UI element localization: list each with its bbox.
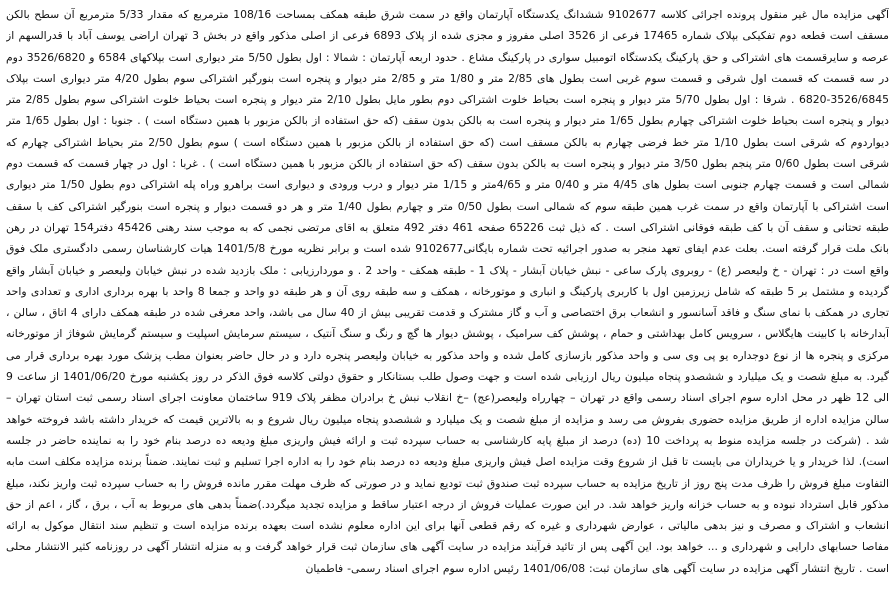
auction-notice xyxy=(6,4,889,589)
notice-body-text: آگهی مزایده مال غیر منقول پرونده اجرائی کلاسه 9102677 ششدانگ یکدستگاه آپارتمان واقع در سمت شرق طبقه همکف بمساحت 108/16 مترمربع که مقدار 5/33 مترمربع آن سطح بالکن مسقف است قطعه دوم تفکیکی بپلاک شماره 17465 فرعی از 3526 اصلی مفروز و مجزی شده از پلاک 6893 فرعی از اصلی مذکور واقع در بخش 3 تهران اراضی یوسف آباد با قدرالسهم از عرصه و سایرقسمت های اشتراکی و حق پارکینگ یکدستگاه اتومبیل سواری در پارکینگ مشاع . حدود اربعه آپارتمان : شمالا : اول بطول 5/50 متر دیواری است بپلاکهای 6584 و 3526/6820 دوم در سه قسمت که قسمت اول شرقی و قسمت سوم غربی است بطول های 2/85 متر و 1/80 متر و 2/85 متر دیوار و پنجره است بنورگیر اشتراکی سوم بطول 4/20 متر دیواری است بپلاک 3526/6845-6820 . شرقا : اول بطول 5/70 متر دیوار و پنجره است بحیاط خلوت اشتراکی دوم بطور مایل بطول 2/10 متر دیوار و پنجره است بحیاط خلوت اشتراکی سوم بطول 2/85 متر دیوار و پنجره است بحیاط خلوت اشتراکی چهارم بطول 1/65 متر دیوار و پنجره است به بالکن بدون سقف (که حق استفاده از بالکن مزبور با همین دستگاه است ) . جنوبا : اول بطول 1/65 متر دیواردوم که شرقی است بطول 1/10 متر خط فرضی چهارم به بالکن مسقف است (که حق استفاده از بالکن مزبور با همین دستگاه است ) سوم بطول 2/50 متر بحیاط اشتراکی چهارم که شرقی است بطول 0/60 متر پنجم بطول 3/50 متر دیوار و پنجره است به بالکن بدون سقف (که حق استفاده از بالکن مزبور با همین دستگاه است ) . غربا : اول در چهار قسمت که قسمت دوم شمالی است و قسمت چهارم جنوبی است بطول های 4/45 متر و 0/40 متر و 4/65متر و 1/15 متر دیوار و درب ورودی و دیواری است براهرو وراه پله اشتراکی دوم بطول 1/50 متر دیواری است اشتراکی با آپارتمان واقع در سمت غرب همین طبقه سوم که شمالی است بطول 0/50 متر و چهارم بطول 1/40 متر و هر دو قسمت دیوار و پنجره است بنورگیر اشتراکی کف با سقف طبقه تحتانی و سقف آن با کف طبقه فوقانی اشتراکی است . که ذیل ثبت 65226 صفحه 461 دفتر 492 متعلق به اقای مرتضی نجمی که به موجب سند رهنی 45426 دفتر154 تهران در رهن بانک ملت قرار گرفته است. بعلت عدم ایفای تعهد منجر به صدور اجرائیه تحت شماره بایگانی9102677 شده است و برابر نظریه مورخ 1401/5/8 هیات کارشناسان رسمی دادگستری ملک فوق واقع است در : تهران - خ ولیعصر (ع) - روبروی پارک ساعی - نبش خیابان آبشار - پلاک 1 - طبقه همکف - واحد 2 . و موردارزیابی : ملک بازدید شده در نبش خیابان ولیعصر و خیابان آبشار واقع گردیده و مشتمل بر 5 طبقه که شامل زیرزمین اول با کاربری پارکینگ و انباری و موتورخانه ، همکف و سه طبقه روی آن و هر طبقه دو واحد و جمعا 8 واحد با بهره برداری اداری و تعدادی واحد تجاری در همکف با نمای سنگ و فاقد آسانسور و انشعاب برق اختصاصی و آب و گاز مشترک و قدمت تقریبی بیش از 40 سال می باشد، واحد معرفی شده در طبقه همکف دارای 4 اتاق ، سالن ، آبدارخانه با کابینت هایگلاس ، سرویس کامل بهداشتی و حمام ، پوشش کف سرامیک ، پوشش دیوار ها گچ و رنگ و سنگ آنتیک ، سیستم سرمایش اسپلیت و سیستم گرمایش شوفاژ از موتورخانه مرکزی و پنجره ها از نوع دوجداره یو پی وی سی و واحد مذکور بازسازی کامل شده و واحد مذکور به خیابان ولیعصر پنجره دارد و در حال حاضر بعنوان مطب پزشک مورد بهره برداری قرار می گیرد. به مبلغ شصت و یک میلیارد و ششصدو پنجاه میلیون ریال ارزیابی شده است و جهت وصول طلب بستانکار و حقوق دولتی کلاسه فوق الذکر در روز یکشنبه مورخ 1401/06/20 از ساعت 9 الی 12 ظهر در محل اداره سوم اجرای اسناد رسمی واقع در تهران – چهارراه ولیعصر(عج) –خ انقلاب نبش خ برادران مظفر پلاک 919 ساختمان معاونت اجرای اسناد رسمی ثبت استان تهران – سالن مزایده اداره از طریق مزایده حضوری بفروش می رسد و مزایده از مبلغ شصت و یک میلیارد و ششصدو پنجاه میلیون ریال شروع و به بالاترین قیمت که خریدار داشته باشد فروخته خواهد شد . (شرکت در جلسه مزایده منوط به پرداخت 10 (ده) درصد از مبلغ پایه کارشناسی به حساب سپرده ثبت و ارائه فیش واریزی مبلغ ودیعه ده درصد بنام خود را به نماینده حاضر در جلسه است). لذا خریدار و یا خریداران می بایست تا قبل از شروع وقت مزایده اصل فیش واریزی مبلغ ودیعه ده درصد بنام خود را به اداره اجرا تسلیم و ثبت نمایند. ضمناً برنده مزایده مکلف است مابه التفاوت مبلغ فروش را ظرف مدت پنج روز از تاریخ مزایده به حساب سپرده ثبت صندوق ثبت تودیع نماید و در صورتی که ظرف مهلت مقرر مانده فروش را به حساب سپرده ثبت واریز نکند، مبلغ مذکور قابل استرداد نبوده و به حساب خزانه واریز خواهد شد. در این صورت عملیات فروش از درجه اعتبار ساقط و مزایده تجدید میگردد.)ضمناً بدهی های مربوط به آب ، برق ، گاز ، اعم از حق انشعاب و اشتراک و مصرف و نیز بدهی مالیاتی ، عوارض شهرداری و غیره که رقم قطعی آنها برای این اداره معلوم نشده است بعهده برنده مزایده است و تنظیم سند انتقال موکول به ارائه مفاصا حسابهای دارایی و شهرداری و ... خواهد بود. این آگهی پس از تائید فرآیند مزایده در سایت آگهی های سازمان ثبت قرار خواهد گرفت و به منزله انتشار آگهی در روزنامه کثیر الانتشار محلی است . تاریخ انتشار آگهی مزایده در سایت آگهی های سازمان ثبت: 1401/06/08 رئیس اداره سوم اجرای اسناد رسمی- فاطمیان xyxy=(6,8,889,575)
